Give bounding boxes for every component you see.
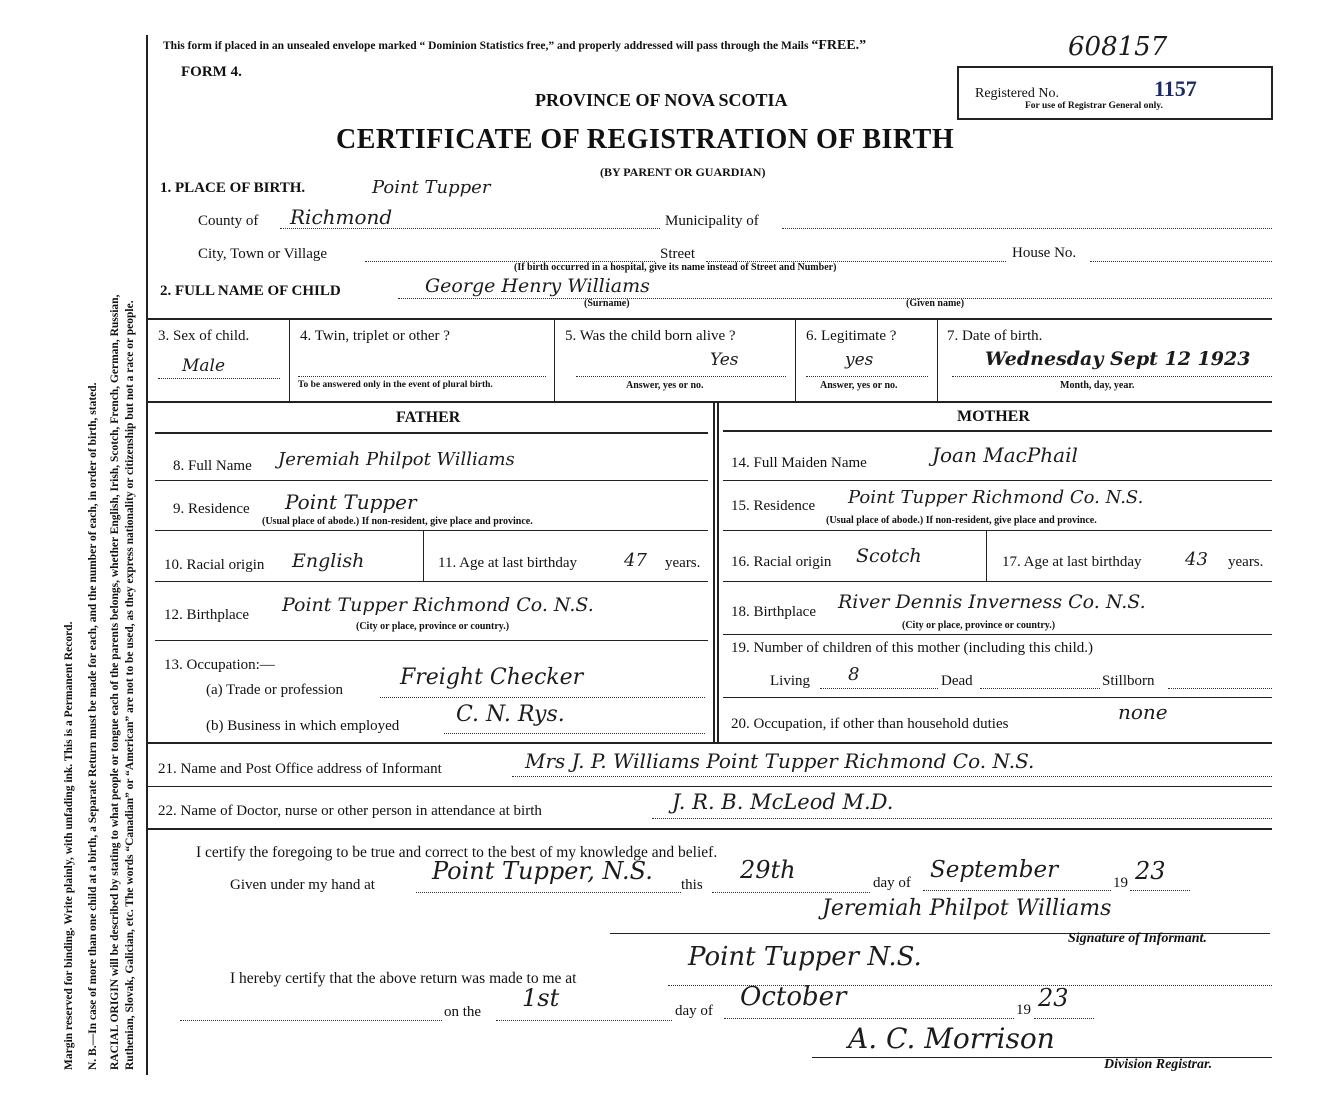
doctor-line: [652, 818, 1272, 819]
sex-line: [158, 378, 280, 379]
mother-stillborn-line: [1168, 688, 1272, 689]
on-the-label: on the: [444, 1004, 482, 1020]
place-of-birth-label: 1. PLACE OF BIRTH.: [160, 180, 306, 196]
place-of-birth-value: Point Tupper: [372, 177, 491, 198]
registrar-lead-line: [180, 1020, 442, 1021]
mother-residence-label: 15. Residence: [731, 498, 816, 514]
hospital-note: (If birth occurred in a hospital, give its name instead of Street and Number): [514, 262, 837, 273]
given-place-value: Point Tupper, N.S.: [432, 857, 653, 885]
father-business-value: C. N. Rys.: [456, 702, 565, 727]
section-22-bottom-rule: [148, 828, 1272, 830]
informant-line: [512, 776, 1272, 777]
father-row-10-rule: [155, 581, 708, 582]
mother-row-14-rule: [723, 480, 1272, 481]
margin-note-multiple-births: N. B.—In case of more than one child at a birth, a Separate Return must be made for each, and the number of each, in order of birth, stated.: [87, 382, 99, 1070]
province-heading: PROVINCE OF NOVA SCOTIA: [535, 90, 788, 110]
mother-birthplace-label: 18. Birthplace: [731, 604, 816, 620]
given-place-line: [416, 892, 681, 893]
father-trade-line: [380, 697, 705, 698]
this-label: this: [681, 877, 703, 893]
registrar-day-line: [496, 1020, 672, 1021]
mother-age-value: 43: [1185, 549, 1208, 570]
registrar-month-value: October: [740, 982, 847, 1012]
father-row-12-rule: [155, 640, 708, 641]
mother-name-value: Joan MacPhail: [932, 443, 1078, 467]
parents-center-divider-2: [717, 402, 719, 742]
father-heading-rule: [155, 432, 708, 434]
child-name-line: [398, 298, 1272, 299]
registered-label: Registered No.: [975, 86, 1059, 101]
registered-box: [957, 66, 1273, 120]
alive-value: Yes: [710, 350, 739, 370]
certify-statement: I certify the foregoing to be true and correct to the best of my knowledge and belief.: [196, 844, 718, 861]
page-subtitle: (BY PARENT OR GUARDIAN): [600, 165, 766, 179]
row3-bottom-border: [148, 401, 1272, 403]
alive-line: [576, 376, 786, 377]
year-value: 23: [1135, 857, 1166, 885]
registrar-day-of-label: day of: [675, 1003, 713, 1019]
father-birthplace-value: Point Tupper Richmond Co. N.S.: [282, 594, 594, 616]
registrar-use-note: For use of Registrar General only.: [1025, 101, 1163, 111]
father-residence-note: (Usual place of abode.) If non-resident, give place and province.: [262, 516, 533, 527]
row3-top-border: [148, 318, 1272, 320]
alive-note: Answer, yes or no.: [626, 380, 704, 391]
margin-note-racial-words: Ruthenian, Slovak, Galician, etc. The words “Canadian” or “American” are not to be used, as they express nationality or citizenship but not a race or people.: [124, 300, 136, 1070]
informant-signature-label: Signature of Informant.: [1068, 931, 1207, 946]
year-line: [1130, 890, 1190, 891]
day-line: [712, 892, 870, 893]
doctor-label: 22. Name of Doctor, nurse or other person in attendance at birth: [158, 803, 542, 819]
stamp-number: 608157: [1068, 32, 1168, 62]
mother-residence-value: Point Tupper Richmond Co. N.S.: [848, 487, 1144, 508]
alive-label: 5. Was the child born alive ?: [565, 328, 736, 344]
sex-label: 3. Sex of child.: [158, 328, 250, 344]
mother-living-value: 8: [848, 664, 860, 685]
twin-label: 4. Twin, triplet or other ?: [300, 328, 450, 344]
legitimate-line: [806, 376, 928, 377]
mail-free-text: “FREE.”: [811, 38, 867, 53]
father-business-label: (b) Business in which employed: [206, 718, 400, 734]
father-row-9-rule: [155, 530, 708, 531]
father-birthplace-note: (City or place, province or country.): [356, 621, 510, 632]
section-22-top-rule: [148, 786, 1272, 787]
child-name-value: George Henry Williams: [425, 275, 650, 297]
section-21-top-rule: [148, 742, 1272, 744]
given-name-note: (Given name): [906, 298, 965, 309]
mother-race-label: 16. Racial origin: [731, 554, 832, 570]
mother-occupation-label: 20. Occupation, if other than household duties: [731, 716, 1009, 732]
registrar-place-value: Point Tupper N.S.: [688, 942, 922, 972]
registered-value: 1157: [1154, 76, 1197, 101]
mother-living-label: Living: [770, 673, 810, 689]
registrar-year-prefix: 19: [1016, 1002, 1031, 1018]
county-label: County of: [198, 213, 259, 229]
sex-value: Male: [182, 356, 226, 376]
father-row-8-rule: [155, 480, 708, 481]
father-age-unit: years.: [665, 555, 701, 571]
mother-age-unit: years.: [1228, 554, 1264, 570]
father-residence-label: 9. Residence: [173, 501, 250, 517]
mother-dead-label: Dead: [941, 673, 973, 689]
father-name-value: Jeremiah Philpot Williams: [278, 449, 515, 470]
mother-heading: MOTHER: [957, 408, 1030, 425]
mother-birthplace-note: (City or place, province or country.): [902, 620, 1056, 631]
mother-row-18-rule: [723, 634, 1272, 635]
day-value: 29th: [740, 856, 796, 884]
twin-line: [298, 376, 546, 377]
doctor-value: J. R. B. McLeod M.D.: [672, 790, 894, 814]
father-heading: FATHER: [396, 409, 461, 426]
mother-birthplace-value: River Dennis Inverness Co. N.S.: [838, 591, 1146, 613]
registrar-year-line: [1034, 1018, 1094, 1019]
mother-children-label: 19. Number of children of this mother (including this child.): [731, 640, 1094, 656]
father-race-label: 10. Racial origin: [164, 557, 265, 573]
mother-age-label: 17. Age at last birthday: [1002, 554, 1142, 570]
city-label: City, Town or Village: [198, 246, 328, 262]
mother-row-16-rule: [723, 581, 1272, 582]
given-under-label: Given under my hand at: [230, 877, 375, 893]
father-trade-label: (a) Trade or profession: [206, 682, 344, 698]
street-label: Street: [660, 246, 695, 262]
registrar-month-line: [724, 1018, 1014, 1019]
mail-notice: [163, 38, 866, 54]
margin-note-racial-origin: RACIAL ORIGIN will be described by stating to what people or tongue each of the parents belongs, whether English, Irish, Scotch, French, German, Russian,: [109, 294, 121, 1070]
dob-label: 7. Date of birth.: [947, 328, 1043, 344]
registrar-signature: A. C. Morrison: [848, 1022, 1055, 1055]
house-no-label: House No.: [1012, 245, 1077, 261]
registrar-day-value: 1st: [522, 984, 560, 1012]
mother-heading-rule: [723, 430, 1272, 432]
father-occupation-label: 13. Occupation:—: [164, 657, 275, 673]
registrar-year-value: 23: [1038, 984, 1069, 1012]
mother-name-label: 14. Full Maiden Name: [731, 455, 867, 471]
father-business-line: [444, 733, 705, 734]
year-prefix: 19: [1113, 875, 1128, 891]
dob-line: [952, 376, 1272, 377]
municipality-line: [782, 228, 1272, 229]
form-left-border: [146, 35, 148, 1075]
page-title: CERTIFICATE OF REGISTRATION OF BIRTH: [336, 124, 955, 155]
mother-living-line: [820, 688, 938, 689]
house-no-line: [1090, 261, 1272, 262]
informant-value: Mrs J. P. Williams Point Tupper Richmond Co. N.S.: [525, 749, 1035, 773]
legitimate-note: Answer, yes or no.: [820, 380, 898, 391]
informant-label: 21. Name and Post Office address of Informant: [158, 761, 442, 777]
legitimate-label: 6. Legitimate ?: [806, 328, 897, 344]
row3-divider-1: [289, 320, 290, 401]
mother-occupation-value: none: [1118, 700, 1168, 724]
legitimate-value: yes: [845, 350, 874, 370]
father-birthplace-label: 12. Birthplace: [164, 607, 249, 623]
mother-row-15-rule: [723, 530, 1272, 531]
margin-note-binding: Margin reserved for binding. Write plainly, with unfading ink. This is a Permanent Record.: [63, 621, 75, 1070]
registrar-signature-label: Division Registrar.: [1104, 1057, 1213, 1072]
registrar-statement: I hereby certify that the above return was made to me at: [230, 970, 577, 987]
surname-note: (Surname): [584, 298, 630, 309]
mother-stillborn-label: Stillborn: [1102, 673, 1155, 689]
father-residence-value: Point Tupper: [285, 490, 417, 514]
month-value: September: [930, 857, 1059, 883]
parents-center-divider: [713, 402, 715, 742]
row3-divider-4: [937, 320, 938, 401]
mother-race-value: Scotch: [856, 545, 922, 567]
twin-note: To be answered only in the event of plural birth.: [298, 380, 493, 390]
form-number: FORM 4.: [181, 64, 242, 80]
day-of-label: day of: [873, 875, 911, 891]
mother-residence-note: (Usual place of abode.) If non-resident, give place and province.: [826, 515, 1097, 526]
dob-note: Month, day, year.: [1060, 380, 1135, 391]
row3-divider-3: [795, 320, 796, 401]
county-value: Richmond: [290, 205, 393, 229]
municipality-label: Municipality of: [665, 213, 759, 229]
mother-dead-line: [980, 688, 1100, 689]
father-age-value: 47: [624, 550, 647, 571]
row3-divider-2: [554, 320, 555, 401]
month-line: [923, 890, 1111, 891]
father-name-label: 8. Full Name: [173, 458, 252, 474]
mother-race-divider: [986, 531, 987, 582]
dob-value: Wednesday Sept 12 1923: [985, 348, 1251, 370]
informant-signature: Jeremiah Philpot Williams: [822, 896, 1112, 921]
mail-notice-text: This form if placed in an unsealed envelope marked “ Dominion Statistics free,” and properly addressed will pass through the Mails: [163, 40, 809, 52]
mother-row-19-rule: [723, 697, 1272, 698]
father-race-divider: [423, 531, 424, 582]
father-age-label: 11. Age at last birthday: [438, 555, 577, 571]
father-trade-value: Freight Checker: [400, 665, 584, 690]
father-race-value: English: [292, 550, 365, 572]
child-name-label: 2. FULL NAME OF CHILD: [160, 283, 341, 299]
